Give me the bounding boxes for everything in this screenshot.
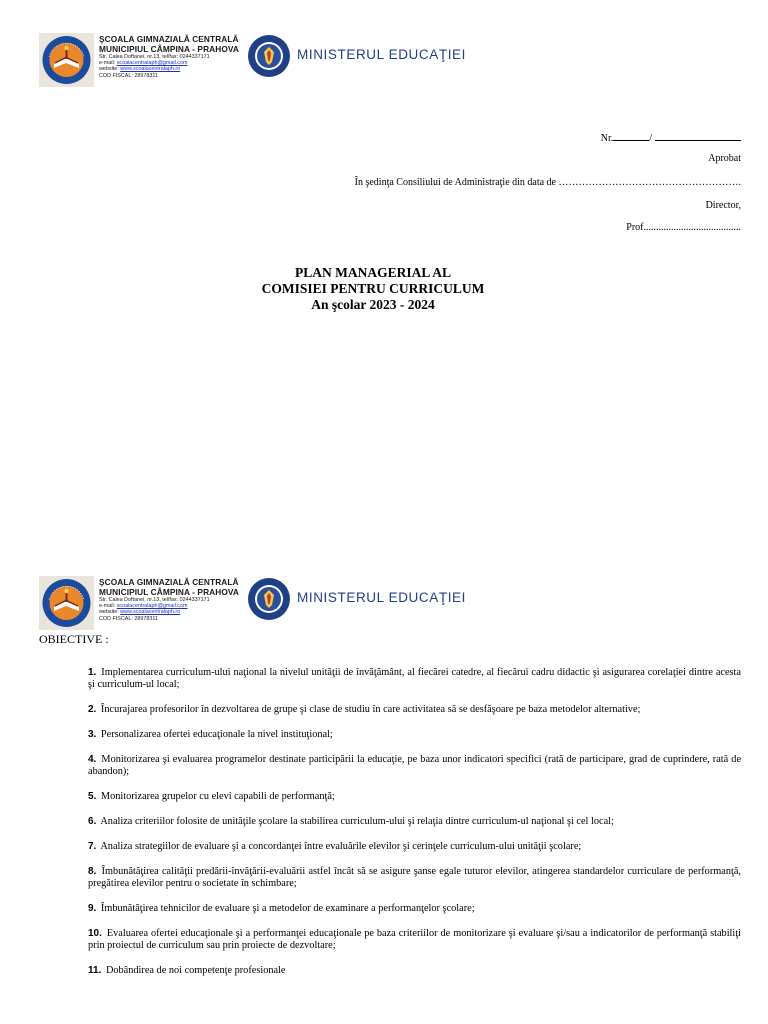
nr-separator: /	[649, 133, 652, 144]
list-item	[88, 729, 741, 741]
website-link[interactable]: www.scoalacentralaph.ro	[120, 609, 181, 616]
page-header	[39, 33, 479, 89]
item-text: Dobândirea de noi competenţe profesionale	[105, 965, 286, 977]
school-name-line1: ŞCOALA GIMNAZIALĂ CENTRALĂ	[99, 34, 239, 44]
email-label: e-mail:	[99, 603, 116, 610]
website-label: website:	[99, 609, 119, 616]
item-text: Personalizarea ofertei educaţionale la nivel instituţional;	[100, 729, 333, 741]
date-blank[interactable]	[655, 131, 741, 141]
session-line: În şedinţa Consiliului de Administraţie din data de ……………………………………………….	[354, 177, 741, 188]
title-line3: An şcolar 2023 - 2024	[311, 297, 435, 312]
government-seal-icon	[247, 34, 291, 78]
item-text: Îmbunătăţirea tehnicilor de evaluare şi a metodelor de examinare a performanţelor şcolare;	[100, 903, 475, 915]
objectives-list	[88, 667, 741, 990]
item-number: 10.	[88, 927, 102, 939]
school-logo-icon	[39, 576, 94, 630]
school-name-line2: MUNICIPIUL CÂMPINA - PRAHOVA	[99, 43, 240, 54]
website-link[interactable]: www.scoalacentralaph.ro	[120, 66, 181, 73]
item-number: 5.	[88, 791, 97, 803]
list-item	[88, 903, 741, 915]
school-name-line1: ŞCOALA GIMNAZIALĂ CENTRALĂ	[99, 577, 239, 587]
registration-number	[601, 131, 741, 144]
item-text: Monitorizarea grupelor cu elevi capabili de performanţă;	[100, 791, 335, 803]
item-text: Implementarea curriculum-ului naţional la nivelul unităţii de învăţământ, al fiecărei catedre, al fiecărui cadru didactic şi asigurarea corelaţiei dintre acesta şi curriculum-ul local;	[88, 667, 741, 691]
government-seal-icon	[247, 577, 291, 621]
item-number: 9.	[88, 903, 97, 915]
objectives-heading: OBIECTIVE :	[39, 632, 109, 646]
page-header-2	[39, 576, 479, 632]
list-item	[88, 965, 741, 977]
email-link[interactable]: scoalacentralaph@gmail.com	[116, 603, 188, 610]
item-text: Monitorizarea şi evaluarea programelor destinate participării la educaţie, pe baza unor indicatori specifici (rată de participare, grad de cuprindere, rată de abandon);	[88, 753, 742, 778]
list-item	[88, 667, 741, 692]
item-number: 7.	[88, 840, 97, 852]
school-address: Str. Calea Doftanei, nr.13, tel/fax: 0244337171	[99, 597, 210, 603]
director-label: Director,	[705, 200, 741, 211]
list-item	[88, 928, 741, 953]
item-text: Analiza criteriilor folosite de unităţile şcolare la stabilirea curriculum-ului şi relaţia dintre curriculum-ul naţional şi cel local;	[100, 816, 614, 828]
list-item	[88, 816, 741, 828]
ministry-name: MINISTERUL EDUCAŢIEI	[297, 590, 467, 605]
website-label: website:	[99, 66, 119, 73]
item-number: 4.	[88, 753, 97, 765]
prof-line: Prof.......................................	[626, 222, 741, 233]
item-number: 1.	[88, 667, 97, 678]
list-item	[88, 704, 741, 716]
school-address: Str. Calea Doftanei, nr.13, tel/fax: 0244337171	[99, 54, 210, 60]
fiscal-code: COD FISCAL: 28978311	[99, 72, 158, 79]
item-text: Analiza strategiilor de evaluare şi a concordanţei între evaluările elevilor şi cerinţele curriculum-ului unităţii şcolare;	[100, 840, 582, 852]
nr-label: Nr.	[600, 133, 614, 144]
item-text: Îmbunătăţirea calităţii predării-învăţării-evaluării astfel încât să se asigure şanse egale tuturor elevilor, atingerea standardelor curriculare de performanţă, pregătirea elevilor pentru o societate în schimbare;	[88, 865, 741, 890]
item-number: 6.	[88, 816, 97, 828]
approved-label: Aprobat	[708, 153, 741, 164]
title-line2: COMISIEI PENTRU CURRICULUM	[261, 281, 485, 296]
item-number: 8.	[88, 865, 97, 877]
school-logo-icon	[39, 33, 94, 87]
item-number: 3.	[88, 729, 97, 741]
list-item	[88, 754, 741, 779]
ministry-name: MINISTERUL EDUCAŢIEI	[297, 47, 467, 62]
school-name-line2: MUNICIPIUL CÂMPINA - PRAHOVA	[99, 586, 240, 597]
item-text: Evaluarea ofertei educaţionale şi a performanţei educaţionale pe baza criteriilor de monitorizare şi evaluare şi/sau a indicatorilor de performanţă stabiliţi prin proiectul de curriculum sau prin proiecte de dezvoltare;	[88, 927, 741, 952]
list-item	[88, 866, 741, 891]
list-item	[88, 841, 741, 853]
title-line1: PLAN MANAGERIAL AL	[294, 265, 451, 280]
email-label: e-mail:	[99, 60, 116, 67]
nr-blank[interactable]	[613, 131, 649, 141]
page-title	[0, 265, 746, 313]
item-number: 11.	[88, 965, 102, 977]
item-text: Încurajarea profesorilor în dezvoltarea de grupe şi clase de studiu în care activitatea să se desfăşoare pe baza metodelor alternative;	[100, 704, 641, 716]
item-number: 2.	[88, 704, 97, 716]
email-link[interactable]: scoalacentralaph@gmail.com	[116, 60, 188, 67]
fiscal-code: COD FISCAL: 28978311	[99, 615, 158, 622]
list-item	[88, 791, 741, 803]
